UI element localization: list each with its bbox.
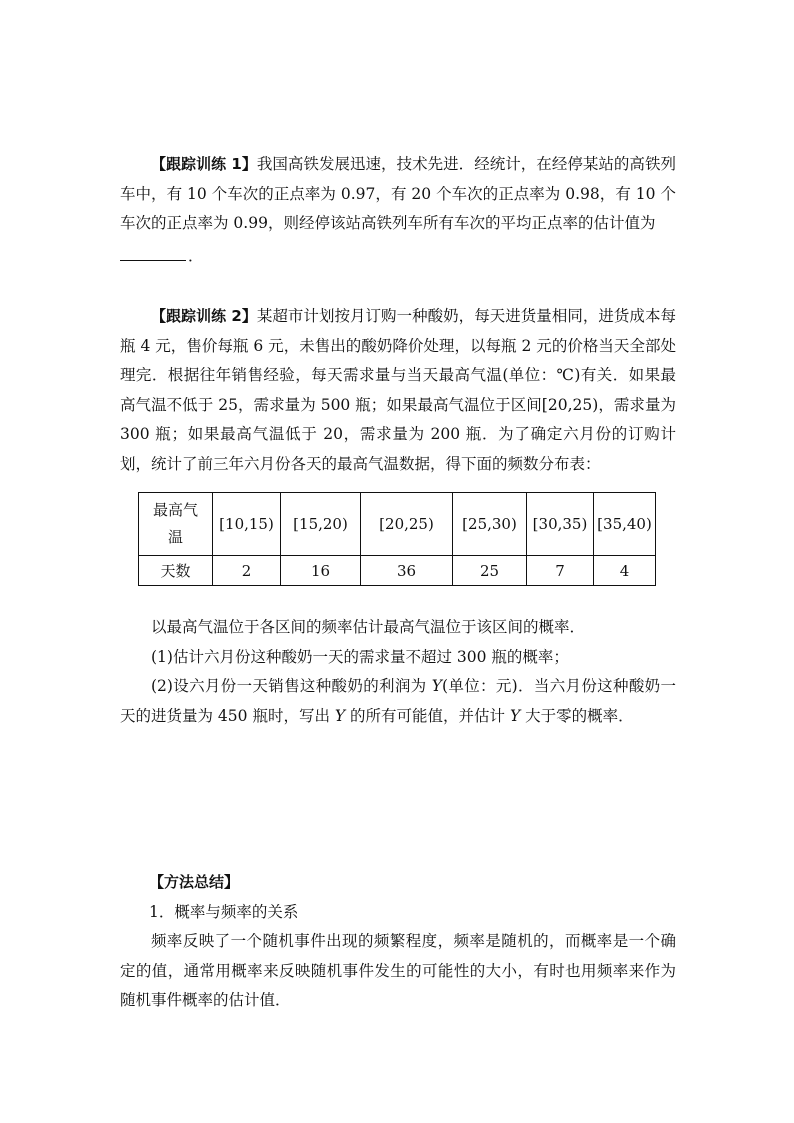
exercise-1-end: ． <box>188 246 204 265</box>
exercise-2-note: 以最高气温位于各区间的频率估计最高气温位于该区间的概率． <box>151 618 586 636</box>
table-count: 7 <box>527 556 594 586</box>
exercise-1-paragraph <box>120 150 676 239</box>
exercise-2 <box>120 302 676 479</box>
table-interval: [10,15) <box>213 493 281 556</box>
table-count: 36 <box>361 556 453 586</box>
variable-y: Y <box>509 706 521 725</box>
exercise-2-paragraph <box>120 302 676 479</box>
table-interval: [15,20) <box>281 493 361 556</box>
method-summary <box>120 868 676 1016</box>
table-count: 2 <box>213 556 281 586</box>
exercise-1 <box>120 150 676 271</box>
table-interval: [25,30) <box>453 493 527 556</box>
table-header-label: 最高气温 <box>139 493 213 556</box>
exercise-2-text: 某超市计划按月订购一种酸奶，每天进货量相同，进货成本每瓶 4 元，售价每瓶 6 元，未售出的酸奶降价处理，以每瓶 2 元的价格当天全部处理完．根据往年销售经验，每天需求量与当天最高气温(单位：℃)有关．如果最高气温不低于 25，需求量为 500 瓶；如果最高气温位于区间[20,25)，需求量为 300 瓶；如果最高气温低于 20，需求量为 200 瓶．为了确定六月份的订购计划，统计了前三年六月份各天的最高气温数据，得下面的频数分布表： <box>120 307 676 473</box>
answer-blank[interactable] <box>120 259 186 261</box>
table-data-row <box>139 556 656 586</box>
exercise-1-tag: 【跟踪训练 1】 <box>151 155 257 173</box>
question-2: (2)设六月份一天销售这种酸奶的利润为 Y(单位：元)．当六月份这种酸奶一天的进货量为 450 瓶时，写出 Y 的所有可能值，并估计 Y 大于零的概率． <box>120 677 676 725</box>
exercise-2-tag: 【跟踪训练 2】 <box>151 307 257 325</box>
table-interval: [30,35) <box>527 493 594 556</box>
table-interval: [35,40) <box>594 493 656 556</box>
table-row-label: 天数 <box>139 556 213 586</box>
variable-y: Y <box>431 677 442 695</box>
summary-heading: 1．概率与频率的关系 <box>149 902 299 921</box>
table-count: 16 <box>281 556 361 586</box>
variable-y: Y <box>334 706 346 725</box>
exercise-1-text: 我国高铁发展迅速，技术先进．经统计，在经停某站的高铁列车中，有 10 个车次的正点率为 0.97，有 20 个车次的正点率为 0.98，有 10 个车次的正点率为 0.99，则经停该站高铁列车所有车次的平均正点率的估计值为 <box>120 155 676 232</box>
summary-title: 【方法总结】 <box>149 873 240 891</box>
summary-text: 频率反映了一个随机事件出现的频繁程度，频率是随机的，而概率是一个确定的值，通常用概率来反映随机事件发生的可能性的大小，有时也用频率来作为随机事件概率的估计值． <box>120 932 676 1009</box>
exercise-1-answer-line <box>120 242 676 272</box>
table-header-row <box>139 493 656 556</box>
question-1: (1)估计六月份这种酸奶一天的需求量不超过 300 瓶的概率； <box>151 647 569 666</box>
table-count: 4 <box>594 556 656 586</box>
table-interval: [20,25) <box>361 493 453 556</box>
exercise-2-questions <box>120 613 676 731</box>
table-count: 25 <box>453 556 527 586</box>
frequency-table <box>138 492 656 586</box>
